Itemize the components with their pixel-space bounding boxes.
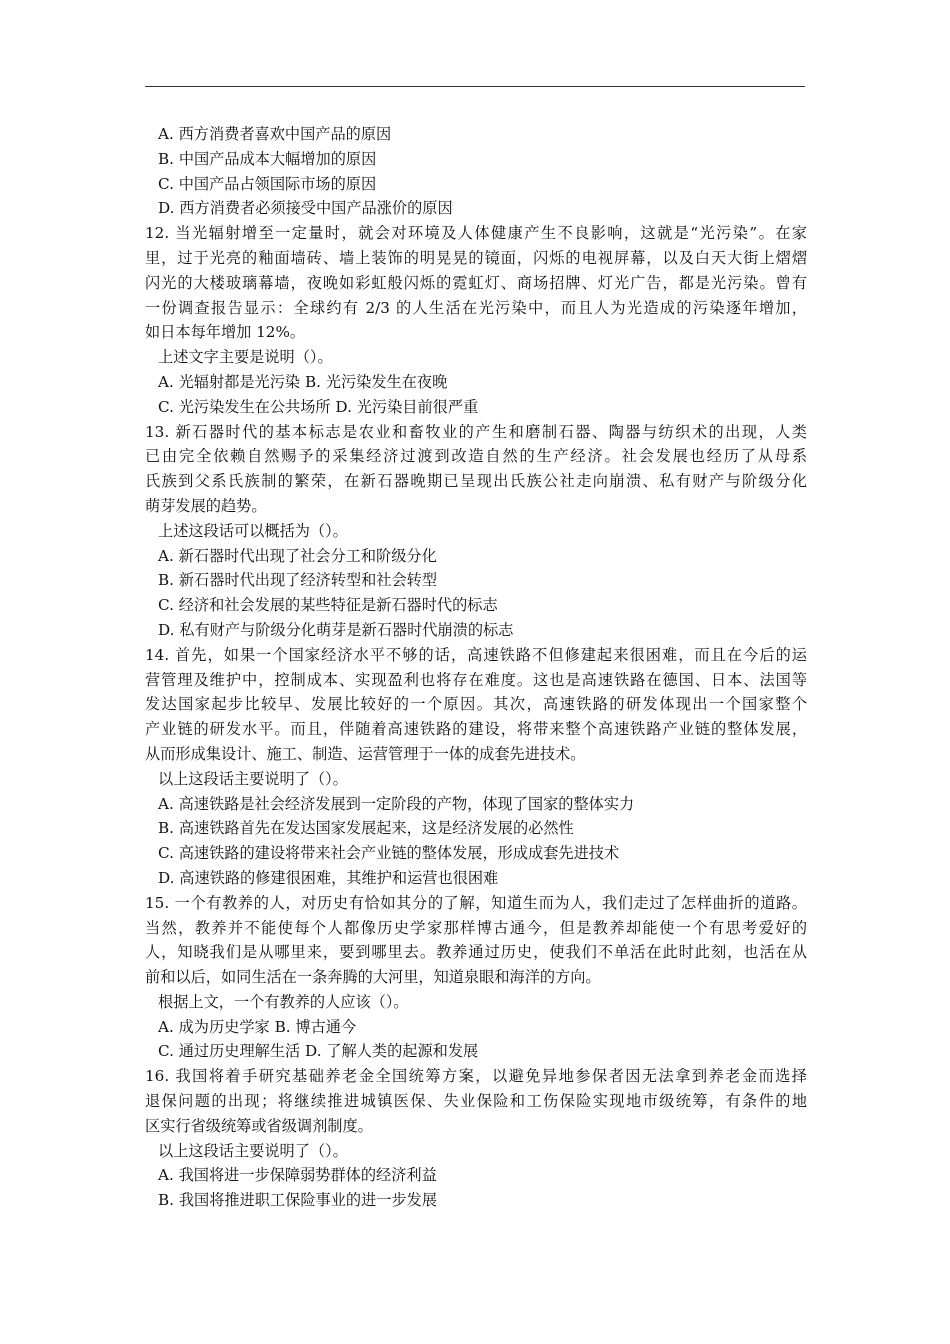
question-15-prompt: 根据上文，一个有教养的人应该（）。	[158, 992, 409, 1011]
question-14-text-line: 14. 首先，如果一个国家经济水平不够的话，高速铁路不但修建起来很困难，而且在今后的运	[145, 645, 807, 664]
option-15-cd: C. 通过历史理解生活 D. 了解人类的起源和发展	[158, 1042, 479, 1061]
question-14-text-line: 营管理及维护中，控制成本、实现盈利也将存在难度。这也是高速铁路在德国、日本、法国等	[145, 670, 807, 689]
option-14-c: C. 高速铁路的建设将带来社会产业链的整体发展，形成成套先进技术	[158, 844, 620, 863]
option-13-d: D. 私有财产与阶级分化萌芽是新石器时代崩溃的标志	[158, 620, 514, 639]
question-15-text-line: 人，知晓我们是从哪里来，要到哪里去。教养通过历史，使我们不单活在此时此刻，也活在从	[145, 943, 807, 962]
option-11-b: B. 中国产品成本大幅增加的原因	[158, 149, 377, 168]
option-13-c: C. 经济和社会发展的某些特征是新石器时代的标志	[158, 596, 498, 615]
option-15-ab: A. 成为历史学家 B. 博古通今	[158, 1017, 357, 1036]
question-16	[145, 1064, 807, 1213]
page-content	[145, 122, 807, 1213]
option-14-a: A. 高速铁路是社会经济发展到一定阶段的产物，体现了国家的整体实力	[158, 794, 635, 813]
question-11-options	[145, 122, 807, 221]
question-12-text-line: 闪光的大楼玻璃幕墙，夜晚如彩虹般闪烁的霓虹灯、商场招牌、灯光广告，都是光污染。曾有	[145, 273, 807, 292]
question-14-text-line: 产业链的研发水平。而且，伴随着高速铁路的建设，将带来整个高速铁路产业链的整体发展，	[145, 720, 807, 739]
question-14-text-line: 发达国家起步比较早、发展比较好的一个原因。其次，高速铁路的研发体现出一个国家整个	[145, 695, 807, 714]
question-13-text-line: 萌芽发展的趋势。	[145, 496, 267, 515]
question-15-text-line: 15. 一个有教养的人，对历史有恰如其分的了解，知道生而为人，我们走过了怎样曲折的道路。	[145, 893, 807, 912]
question-14-text-line: 从而形成集设计、施工、制造、运营管理于一体的成套先进技术。	[145, 744, 586, 763]
question-14	[145, 643, 807, 891]
question-12-text-line: 里，过于光亮的釉面墙砖、墙上装饰的明晃晃的镜面，闪烁的电视屏幕，以及白天大街上熠熠	[145, 248, 807, 267]
question-12-prompt: 上述文字主要是说明（）。	[158, 348, 333, 367]
option-16-b: B. 我国将推进职工保险事业的进一步发展	[158, 1191, 438, 1210]
option-13-a: A. 新石器时代出现了社会分工和阶级分化	[158, 546, 437, 565]
option-14-d: D. 高速铁路的修建很困难，其维护和运营也很困难	[158, 868, 499, 887]
question-13-prompt: 上述这段话可以概括为（）。	[158, 521, 348, 540]
option-16-a: A. 我国将进一步保障弱势群体的经济利益	[158, 1166, 437, 1185]
header-rule	[145, 86, 805, 87]
question-14-prompt: 以上这段话主要说明了（）。	[158, 769, 348, 788]
question-15-text-line: 前和以后，如同生活在一条奔腾的大河里，知道泉眼和海洋的方向。	[145, 968, 601, 987]
question-16-text-line: 16. 我国将着手研究基础养老金全国统筹方案，以避免异地参保者因无法拿到养老金而选择	[145, 1067, 807, 1086]
question-16-text-line: 区实行省级统筹或省级调剂制度。	[145, 1116, 373, 1135]
question-13	[145, 420, 807, 643]
option-12-ab: A. 光辐射都是光污染 B. 光污染发生在夜晚	[158, 372, 448, 391]
question-12	[145, 221, 807, 419]
option-11-c: C. 中国产品占领国际市场的原因	[158, 174, 377, 193]
option-13-b: B. 新石器时代出现了经济转型和社会转型	[158, 571, 438, 590]
question-13-text-line: 氏族到父系氏族制的繁荣，在新石器晚期已呈现出氏族公社走向崩溃、私有财产与阶级分化	[145, 472, 807, 491]
option-11-a: A. 西方消费者喜欢中国产品的原因	[158, 125, 392, 143]
option-12-cd: C. 光污染发生在公共场所 D. 光污染目前很严重	[158, 397, 479, 416]
question-13-text-line: 13. 新石器时代的基本标志是农业和畜牧业的产生和磨制石器、陶器与纺织术的出现，人类	[145, 422, 807, 441]
question-12-text-line: 一份调查报告显示：全球约有 2/3 的人生活在光污染中，而且人为光造成的污染逐年增加，	[145, 298, 807, 317]
question-13-text-line: 已由完全依赖自然赐予的采集经济过渡到改造自然的生产经济。社会发展也经历了从母系	[145, 447, 807, 466]
question-16-text-line: 退保问题的出现；将继续推进城镇医保、失业保险和工伤保险实现地市级统筹，有条件的地	[145, 1092, 807, 1111]
question-12-text-line: 如日本每年增加 12%。	[145, 323, 306, 342]
question-16-prompt: 以上这段话主要说明了（）。	[158, 1141, 348, 1160]
question-15-text-line: 当然，教养并不能使每个人都像历史学家那样博古通今，但是教养却能使一个有思考爱好的	[145, 918, 807, 937]
question-12-text-line: 12. 当光辐射增至一定量时，就会对环境及人体健康产生不良影响，这就是“光污染”。在家	[145, 224, 807, 243]
option-14-b: B. 高速铁路首先在发达国家发展起来，这是经济发展的必然性	[158, 819, 574, 838]
question-15	[145, 891, 807, 1065]
option-11-d: D. 西方消费者必须接受中国产品涨价的原因	[158, 199, 453, 218]
